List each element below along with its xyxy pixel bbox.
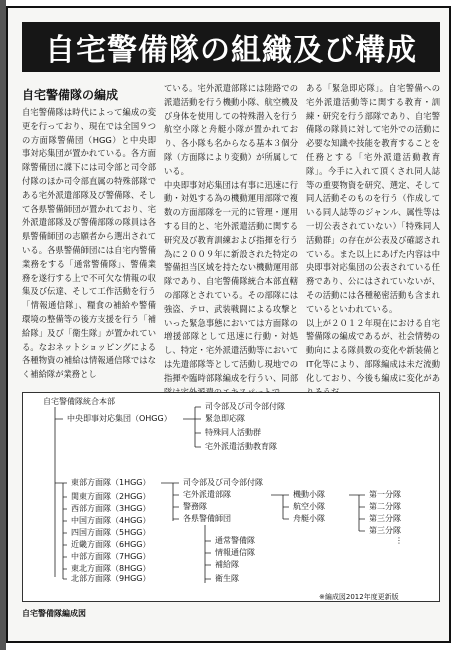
org-root: 自宅警備隊統合本部 xyxy=(43,397,115,406)
section-heading: 自宅警備隊の編成 xyxy=(22,88,119,102)
central-unit: 緊急即応隊 xyxy=(205,414,245,423)
army-item: 近畿方面隊（6HGG） xyxy=(71,540,151,549)
division-unit: 補給隊 xyxy=(215,560,239,569)
dispatch-unit: 舟艇小隊 xyxy=(293,514,325,523)
body-column-2: ている。宅外派遣部隊には陸路での派遣活動を行う機動小隊、航空機及び身体を使用しての特殊潜入を行う航空小隊と舟艇小隊が置かれており、各小隊も名からなる基本３個分隊（方面隊により変動）が所属している。 中央即事対応集団は有事に迅速に行動・対処する為の機動運用部隊で複数の方面部隊を一元的に管理・運用する目的と、宅外派遣活動に関する研究及び教育訓練および指揮を行う為に２００９年に新設された特定の警備担当区域を持たない機動運用部隊であり、自宅警備隊統合本部直轄の部隊とされている。その部隊には強盗、テロ、武装戦闘による攻撃といった緊急事態においては方面隊の増援部隊として迅速に行動・対処し、特定・宅外派遣活動等においては先遣部隊等として活動し現地での指揮や臨時部隊編成を行うい、同部 xyxy=(164,83,298,383)
dispatch-unit: 航空小隊 xyxy=(293,502,325,511)
body-column-1: 自宅警備隊は時代によって編成の変更を行っており、現在では全国９つの方面隊警備団（HGG）と中央即事対応集団が置かれている。各方面隊警備団に諜下には司令部と司令部付隊のほか司令部直属の特殊部隊である宅外派遣部隊及び警備隊、そして各県警備師団が置かれており、宅外派遣部隊及び警備部隊の隊員は各県警備師団の志願者から選出されている。各県警備師団には自宅内警備業務をする「通常警備隊」、警備業務を遂行する上で不可欠な情報の収集及び伝達、そして工作活動を行う「情報通信隊」、糧食の補給や警備環境の整備等の後方支援を行う「補給隊」及び「衛生隊」が置かれている。なおネットショッピングによる各種物資の補給は情報通信隊ではなく補給隊が業務とし xyxy=(22,107,156,380)
squad: 第三分隊 xyxy=(369,526,401,535)
army-item: 西部方面隊（3HGG） xyxy=(71,504,151,513)
squad: 第三分隊 xyxy=(369,514,401,523)
army-item: 中部方面隊（7HGG） xyxy=(71,552,151,561)
figure-caption: 自宅警備隊編成図 xyxy=(22,609,86,618)
army-unit: 各県警備師団 xyxy=(183,514,231,523)
army-item: 関東方面隊（2HGG） xyxy=(71,492,151,501)
central-unit: 宅外派遣活動教育隊 xyxy=(205,442,277,451)
army-item: 東部方面隊（1HGG） xyxy=(71,478,151,487)
army-item: 北部方面隊（9HGG） xyxy=(71,574,151,583)
division-unit: 衛生隊 xyxy=(215,574,239,583)
squad: 第二分隊 xyxy=(369,502,401,511)
army-unit: 司令部及び司令部付隊 xyxy=(183,478,263,487)
division-unit: 通常警備隊 xyxy=(215,536,255,545)
org-central: 中央即事対応集団（OHGG） xyxy=(67,414,172,423)
army-unit: 宅外派遣部隊 xyxy=(183,490,231,499)
body-column-3: ある「緊急即応隊」。自宅警備への宅外派遣活動等に関する教育・訓練・研究を行う部隊であり、自宅警備隊の隊員に対して宅外での活動に必要な知識や技能を教育することを任務とする「宅外派遣活動教育隊」。今手に入れて頂くされ同人誌等の重要物資を研究、選定、そして同人活動そのものを行う（作成している同人誌等のジャンル、属性等は一切公表されていない）「特殊同人活動群」の存在が公表及び確認されている。また以上にあげた内容は中央即事対応集団の公表されている任務であり、公にはされていないが、その活動には各種秘密活動も含まれているといわれている。 以上が２０１２年現在における自宅警備隊の編成であるが、社会情勢の動向による隊員数の変化や新装備とIT化等により、部隊編成は未だ流動化しており、今後も編成に変化があ xyxy=(306,83,440,383)
chart-note: ※編成図2012年度更新版 xyxy=(319,593,399,601)
army-item: 四国方面隊（5HGG） xyxy=(71,528,151,537)
division-unit: 情報通信隊 xyxy=(215,548,255,557)
army-item: 中国方面隊（4HGG） xyxy=(71,516,151,525)
org-chart xyxy=(22,392,440,602)
squad-ellipsis: ⋮ xyxy=(395,536,403,545)
dispatch-unit: 機動小隊 xyxy=(293,490,325,499)
squad: 第一分隊 xyxy=(369,490,401,499)
army-unit: 警務隊 xyxy=(183,502,207,511)
army-item: 東北方面隊（8HGG） xyxy=(71,564,151,573)
page-title: 自宅警備隊の組織及び構成 xyxy=(22,22,440,72)
central-unit: 特殊同人活動群 xyxy=(205,428,261,437)
central-unit: 司令部及び司令部付隊 xyxy=(205,402,285,411)
